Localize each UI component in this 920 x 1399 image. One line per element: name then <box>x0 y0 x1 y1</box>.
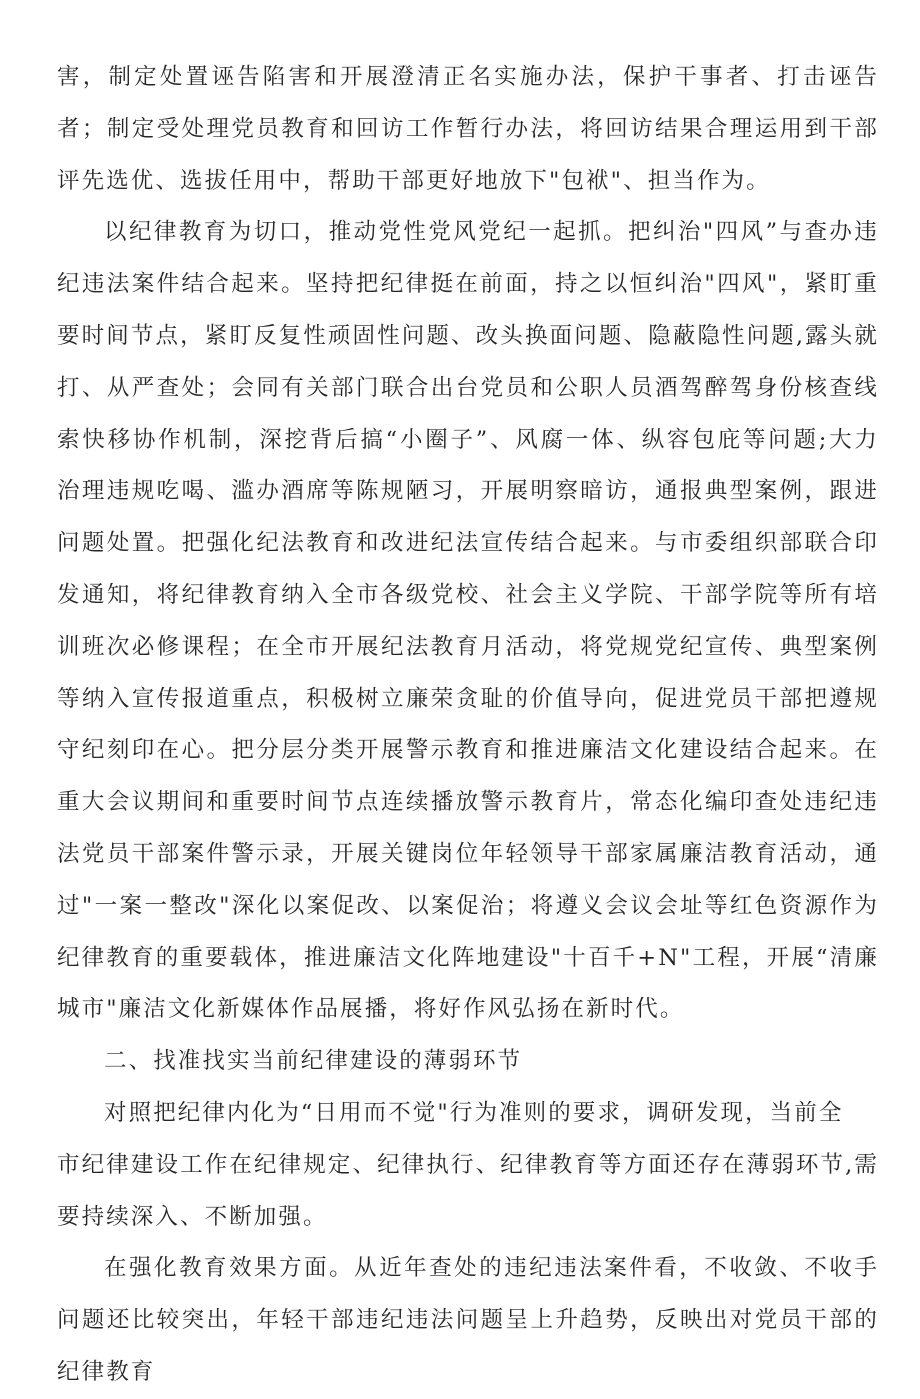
paragraph-weak-links-first-line: 对照把纪律内化为“日用而不觉"行为准则的要求，调研发现，当前全 <box>104 1099 844 1126</box>
document-page <box>57 52 879 1399</box>
paragraph-continuation: 害，制定处置诬告陷害和开展澄清正名实施办法，保护干事者、打击诬告者；制定受处理党员教育和回访工作暂行办法，将回访结果合理运用到干部评先选优、选拔任用中，帮助干部更好地放下"包袱"、担当作为。 <box>57 64 879 194</box>
paragraph-discipline-education: 以纪律教育为切口，推动党性党风党纪一起抓。把纠治"四风”与查办违纪违法案件结合起来。坚持把纪律挺在前面，持之以恒纠治"四风"，紧盯重要时间节点，紧盯反复性顽固性问题、改头换面问题、隐蔽隐性问题,露头就打、从严查处；会同有关部门联合出台党员和公职人员酒驾醉驾身份核查线索快移协作机制，深挖背后搞“小圈子”、风腐一体、纵容包庇等问题;大力治理违规吃喝、滥办酒席等陈规陋习，开展明察暗访，通报典型案例，跟进问题处置。把强化纪法教育和改进纪法宣传结合起来。与市委组织部联合印发通知，将纪律教育纳入全市各级党校、社会主义学院、干部学院等所有培训班次必修课程；在全市开展纪法教育月活动，将党规党纪宣传、典型案例等纳入宣传报道重点，积极树立廉荣贪耻的价值导向，促进党员干部把遵规守纪刻印在心。把分层分类开展警示教育和推进廉洁文化建设结合起来。在重大会议期间和重要时间节点连续播放警示教育片，常态化编印查处违纪违法党员干部案件警示录，开展关键岗位年轻领导干部家属廉洁教育活动，通过"一案一整改"深化以案促改、以案促治；将遵义会议会址等红色资源作为纪律教育的重要载体，推进廉洁文化阵地建设"十百千+N"工程，开展“清廉城市"廉洁文化新媒体作品展播，将好作风弘扬在新时代。 <box>57 219 879 1023</box>
section-heading: 二、找准找实当前纪律建设的薄弱环节 <box>104 1048 523 1075</box>
paragraph-weak-links <box>57 1088 879 1243</box>
paragraph-weak-links-rest: 市纪律建设工作在纪律规定、纪律执行、纪律教育等方面还存在薄弱环节,需要持续深入、不断加强。 <box>57 1151 879 1230</box>
paragraph-education-effect: 在强化教育效果方面。从近年查处的违纪违法案件看，不收敛、不收手问题还比较突出，年轻干部违纪违法问题呈上升趋势，反映出对党员干部的纪律教育 <box>57 1255 879 1385</box>
